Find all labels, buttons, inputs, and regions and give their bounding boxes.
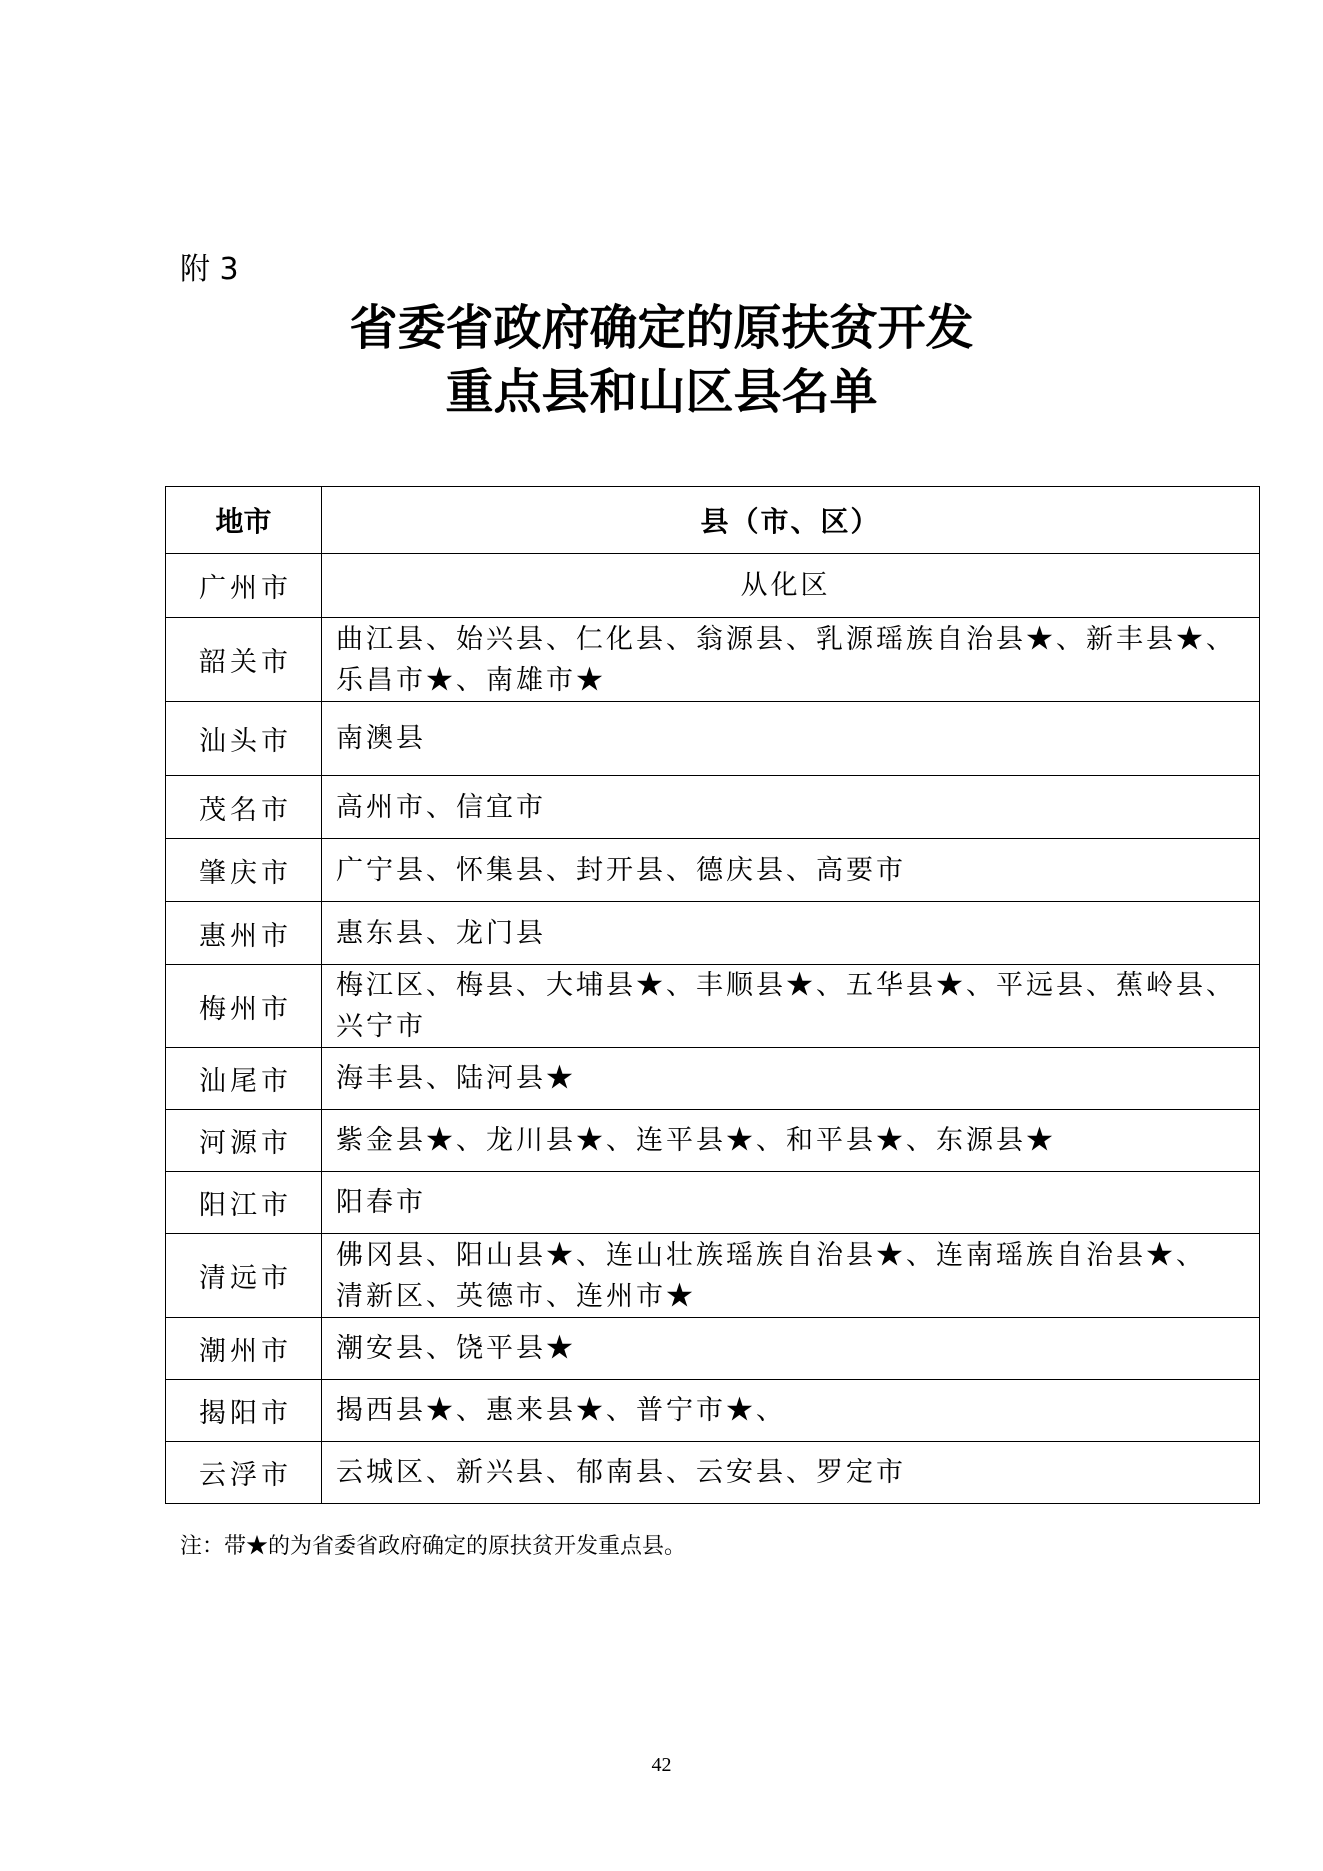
table-row [166,902,1260,965]
city-cell: 梅州市 [166,965,322,1048]
footnote: 注：带★的为省委省政府确定的原扶贫开发重点县。 [180,1534,687,1559]
page-number: 42 [651,1754,672,1776]
counties-cell: 海丰县、陆河县★ [322,1048,1260,1110]
counties-cell: 潮安县、饶平县★ [322,1318,1260,1380]
city-cell: 茂名市 [166,776,322,839]
city-cell: 云浮市 [166,1442,322,1504]
counties-cell: 从化区 [322,554,1260,618]
table-row [166,776,1260,839]
counties-cell: 南澳县 [322,702,1260,776]
counties-cell: 广宁县、怀集县、封开县、德庆县、高要市 [322,839,1260,902]
counties-cell: 梅江区、梅县、大埔县★、丰顺县★、五华县★、平远县、蕉岭县、 兴宁市 [322,965,1260,1048]
city-cell: 广州市 [166,554,322,618]
counties-cell: 紫金县★、龙川县★、连平县★、和平县★、东源县★ [322,1110,1260,1172]
city-cell: 韶关市 [166,618,322,702]
city-cell: 清远市 [166,1234,322,1318]
city-cell: 潮州市 [166,1318,322,1380]
table-row [166,1172,1260,1234]
header-city: 地市 [166,487,322,554]
header-counties: 县（市、区） [322,487,1260,554]
counties-cell: 云城区、新兴县、郁南县、云安县、罗定市 [322,1442,1260,1504]
city-cell: 惠州市 [166,902,322,965]
table-row [166,618,1260,702]
counties-cell: 高州市、信宜市 [322,776,1260,839]
table-row [166,1110,1260,1172]
table-row [166,554,1260,618]
table-row [166,965,1260,1048]
city-cell: 肇庆市 [166,839,322,902]
table-row [166,839,1260,902]
table-header-row [166,487,1260,554]
city-cell: 河源市 [166,1110,322,1172]
city-cell: 汕尾市 [166,1048,322,1110]
table-row [166,1048,1260,1110]
attachment-label: 附 3 [180,252,239,287]
document-title-line-2: 重点县和山区县名单 [445,364,878,420]
table-row [166,702,1260,776]
table-row [166,1318,1260,1380]
city-cell: 阳江市 [166,1172,322,1234]
county-table [165,486,1260,1504]
counties-cell: 揭西县★、惠来县★、普宁市★、 [322,1380,1260,1442]
table-row [166,1380,1260,1442]
counties-cell: 曲江县、始兴县、仁化县、翁源县、乳源瑶族自治县★、新丰县★、 乐昌市★、南雄市★ [322,618,1260,702]
counties-cell: 惠东县、龙门县 [322,902,1260,965]
city-cell: 汕头市 [166,702,322,776]
document-title-line-1: 省委省政府确定的原扶贫开发 [349,300,974,356]
table-row [166,1442,1260,1504]
document-title [0,296,1323,424]
counties-cell: 阳春市 [322,1172,1260,1234]
table-row [166,1234,1260,1318]
city-cell: 揭阳市 [166,1380,322,1442]
counties-cell: 佛冈县、阳山县★、连山壮族瑶族自治县★、连南瑶族自治县★、 清新区、英德市、连州市★ [322,1234,1260,1318]
